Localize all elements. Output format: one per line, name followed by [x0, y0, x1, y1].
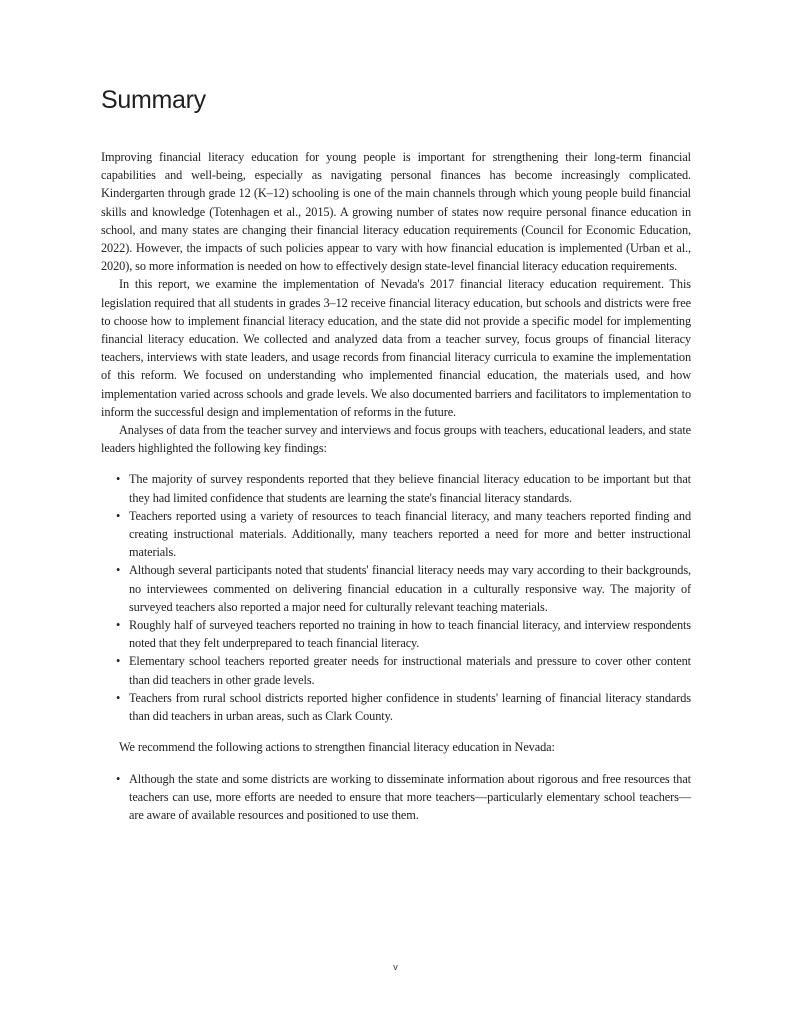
finding-text: Teachers from rural school districts reported higher confidence in students' learning of financial literacy standards than did teachers in urban areas, such as Clark County. — [129, 690, 691, 724]
paragraph-report: In this report, we examine the implementation of Nevada's 2017 financial literacy education requirement. This legislation required that all students in grades 3–12 receive financial literacy education, but schools and districts were free to choose how to implement financial literacy education, and the state did not provide a specific model for implementing financial literacy education. We collected and analyzed data from a teacher survey, focus groups of financial literacy teachers, interviews with state leaders, and usage records from financial literacy curricula to examine the implementation of this reform. We focused on understanding who implemented financial education, the materials used, and how implementation varied across schools and grade levels. We also documented barriers and facilitators to implementation to inform the successful design and implementation of reforms in the future. — [101, 277, 691, 419]
paragraph-findings-intro: Analyses of data from the teacher survey and interviews and focus groups with teachers, educational leaders, and state leaders highlighted the following key findings: — [101, 423, 691, 456]
bullet-icon: • — [116, 690, 121, 705]
finding-item — [101, 561, 691, 616]
bullet-icon: • — [116, 472, 121, 487]
recommendation-text: Although the state and some districts are working to disseminate information about rigorous and free resources that teachers can use, more efforts are needed to ensure that more teachers—particularly elementary school teachers—are aware of available resources and positioned to use them. — [129, 771, 691, 822]
key-findings-list — [101, 470, 691, 725]
paragraph-recommend-intro: We recommend the following actions to strengthen financial literacy education in Nevada: — [119, 740, 555, 755]
finding-item — [101, 652, 691, 688]
finding-item — [101, 507, 691, 562]
finding-item — [101, 616, 691, 652]
finding-item — [101, 689, 691, 725]
recommendations-list — [101, 770, 691, 825]
finding-text: Teachers reported using a variety of resources to teach financial literacy, and many teachers reported finding and creating instructional materials. Additionally, many teachers reported a need for more and better instructional materials. — [129, 508, 691, 560]
finding-text: Roughly half of surveyed teachers reported no training in how to teach financial literacy, and interview respondents noted that they felt underprepared to teach financial literacy. — [129, 618, 691, 651]
bullet-icon: • — [116, 618, 121, 633]
summary-body — [101, 148, 691, 824]
bullet-icon: • — [116, 563, 121, 578]
page-title: Summary — [101, 86, 206, 114]
recommendation-item — [101, 770, 691, 825]
finding-text: Elementary school teachers reported greater needs for instructional materials and pressure to cover other content than did teachers in other grade levels. — [129, 654, 691, 687]
page-number: v — [393, 962, 398, 972]
paragraph-intro: Improving financial literacy education for young people is important for strengthening their long-term financial capabilities and well-being, especially as navigating personal finances has become increasingly complicated. Kindergarten through grade 12 (K–12) schooling is one of the main channels through which young people build financial skills and knowledge (Totenhagen et al., 2015). A growing number of states now require personal finance education in school, and many states are changing their financial literacy education requirements (Council for Economic Education, 2022). However, the impacts of such policies appear to vary with how financial education is implemented (Urban et al., 2020), so more information is needed on how to effectively design state-level financial literacy education requirements. — [101, 150, 691, 274]
bullet-icon: • — [116, 654, 121, 669]
finding-text: The majority of survey respondents reported that they believe financial literacy education to be important but that they had limited confidence that students are learning the state's financial literacy standards. — [129, 472, 691, 505]
finding-text: Although several participants noted that students' financial literacy needs may vary according to their backgrounds, no interviewees commented on delivering financial education in a culturally responsive way. The majority of surveyed teachers also reported a major need for culturally relevant teaching materials. — [129, 563, 691, 614]
bullet-icon: • — [116, 771, 121, 786]
finding-item — [101, 470, 691, 506]
bullet-icon: • — [116, 508, 121, 523]
